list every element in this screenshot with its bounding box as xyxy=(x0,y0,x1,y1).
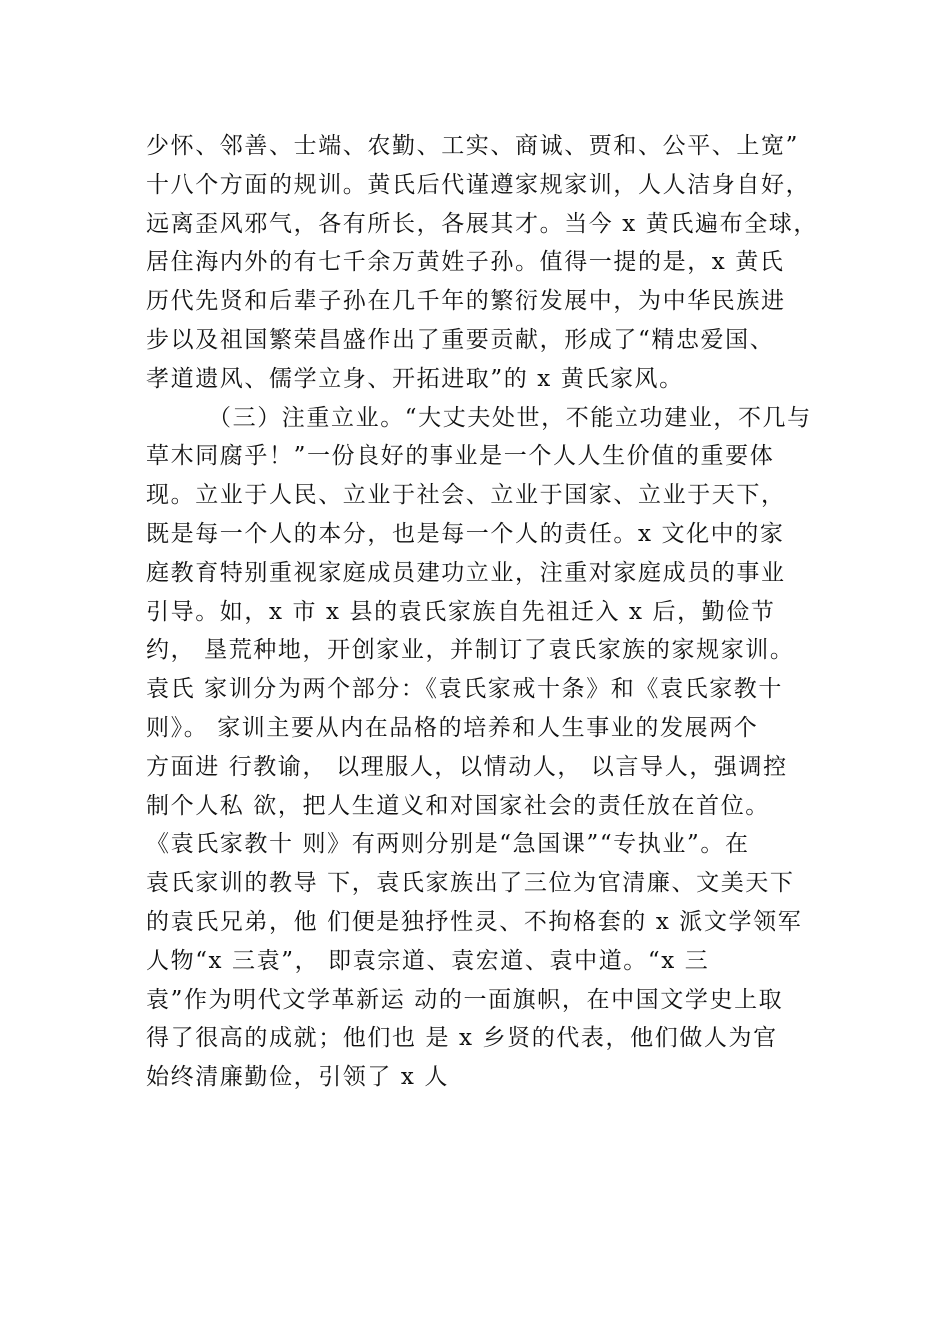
text-line: 草木同腐乎！”一份良好的事业是一个人人生价值的重要体 xyxy=(146,443,775,470)
section-heading-line: （三）注重立业。“大丈夫处世，不能立功建业，不几与 xyxy=(208,404,812,431)
text-line: 人物“x 三袁”， 即袁宗道、袁宏道、袁中道。“x 三 xyxy=(146,947,710,974)
text-line: 则》。 家训主要从内在品格的培养和人生事业的发展两个 xyxy=(146,714,759,741)
text-line: 居住海内外的有七千余万黄姓子孙。值得一提的是，x 黄氏 xyxy=(146,249,785,276)
text-line: 孝道遗风、儒学立身、开拓进取”的 x 黄氏家风。 xyxy=(146,365,684,392)
text-line: 袁氏家训的教导 下，袁氏家族出了三位为官清廉、文美天下 xyxy=(146,870,795,897)
text-line: 的袁氏兄弟，他 们便是独抒性灵、不拘格套的 x 派文学领军 xyxy=(146,908,803,935)
text-line: 步以及祖国繁荣昌盛作出了重要贡献，形成了“精忠爱国、 xyxy=(146,326,775,353)
text-line: 袁”作为明代文学革新运 动的一面旗帜，在中国文学史上取 xyxy=(146,986,784,1013)
text-line: 《袁氏家教十 则》有两则分别是“急国课”“专执业”。在 xyxy=(146,831,750,858)
text-line: 现。立业于人民、立业于社会、立业于国家、立业于天下， xyxy=(146,482,786,509)
text-line: 得了很高的成就；他们也 是 x 乡贤的代表，他们做人为官 xyxy=(146,1025,778,1052)
text-line: 既是每一个人的本分，也是每一个人的责任。x 文化中的家 xyxy=(146,520,785,547)
text-line: 庭教育特别重视家庭成员建功立业，注重对家庭成员的事业 xyxy=(146,559,786,586)
body-text xyxy=(146,127,826,1097)
text-line: 始终清廉勤俭，引领了 x 人 xyxy=(146,1064,449,1091)
text-line: 方面进 行教谕， 以理服人，以情动人， 以言导人，强调控 xyxy=(146,753,788,780)
text-line: 约， 垦荒种地，开创家业，并制订了袁氏家族的家规家训。 xyxy=(146,637,795,664)
text-line: 十八个方面的规训。黄氏后代谨遵家规家训，人人洁身自好， xyxy=(146,171,811,198)
text-line: 远离歪风邪气，各有所长，各展其才。当今 x 黄氏遍布全球， xyxy=(146,210,818,237)
text-line: 历代先贤和后辈子孙在几千年的繁衍发展中，为中华民族进 xyxy=(146,288,786,315)
text-line: 袁氏 家训分为两个部分：《袁氏家戒十条》和《袁氏家教十 xyxy=(146,676,784,703)
text-line: 少怀、邻善、士端、农勤、工实、商诚、贾和、公平、上宽” xyxy=(146,133,799,159)
text-line: 制个人私 欲，把人生道义和对国家社会的责任放在首位。 xyxy=(146,792,770,819)
text-line: 引导。如，x 市 x 县的袁氏家族自先祖迁入 x 后，勤俭节 xyxy=(146,598,776,625)
